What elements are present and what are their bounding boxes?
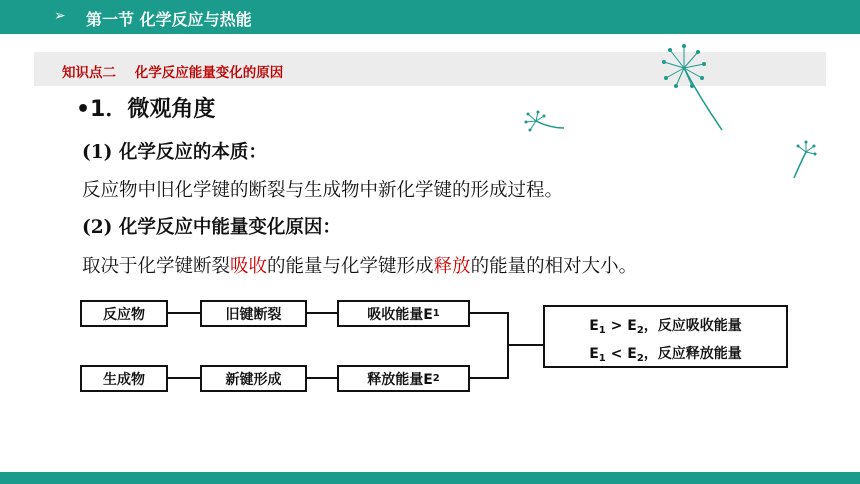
release-energy-label: 释放能量E <box>367 371 433 388</box>
result1-sub2: 2 <box>636 325 644 336</box>
result2-text: ，反应释放能量 <box>643 346 742 362</box>
result1-text: ，反应吸收能量 <box>643 318 742 334</box>
absorb-energy-subscript: 1 <box>432 308 440 319</box>
absorb-energy-label: 吸收能量E <box>367 306 433 323</box>
content-line-1: (1) 化学反应的本质： <box>82 142 267 163</box>
box-reactants: 反应物 <box>80 300 168 327</box>
result2-op: < E <box>605 346 637 362</box>
result2-sub1: 1 <box>598 353 606 364</box>
section-title: •1．微观角度 <box>76 97 216 122</box>
box-release-energy <box>337 365 470 392</box>
result-endothermic <box>545 315 786 336</box>
box-absorb-energy <box>337 300 470 327</box>
result1-op: > E <box>605 318 637 334</box>
dandelion-icon <box>522 108 572 136</box>
content-line-2: 反应物中旧化学键的断裂与生成物中新化学键的形成过程。 <box>82 180 564 201</box>
line4-highlight-release: 释放 <box>433 256 471 277</box>
box-products: 生成物 <box>80 365 168 392</box>
box-old-bond-breaking: 旧键断裂 <box>200 300 307 327</box>
dandelion-icon <box>640 38 740 133</box>
line4-text-1: 取决于化学键断裂 <box>82 256 231 277</box>
result-exothermic <box>545 343 786 364</box>
chevron-right-icon: ➢ <box>54 8 66 24</box>
content-line-3: (2) 化学反应中能量变化原因： <box>82 217 341 238</box>
result2-e: E <box>589 346 599 362</box>
knowledge-point-title: 知识点二 化学反应能量变化的原因 <box>62 65 284 81</box>
release-energy-subscript: 2 <box>432 373 440 384</box>
result-box <box>543 305 788 368</box>
footer-bar <box>0 472 860 484</box>
content-line-4 <box>82 252 637 278</box>
header-bar <box>0 0 860 34</box>
result1-sub1: 1 <box>598 325 606 336</box>
result2-sub2: 2 <box>636 353 644 364</box>
header-title: 第一节 化学反应与热能 <box>86 10 252 29</box>
line4-text-2: 的能量与化学键形成 <box>267 256 434 277</box>
line4-text-3: 的能量的相对大小。 <box>470 256 638 277</box>
result1-e: E <box>589 318 599 334</box>
box-new-bond-forming: 新键形成 <box>200 365 307 392</box>
line4-highlight-absorb: 吸收 <box>230 256 268 277</box>
dandelion-icon <box>788 140 818 182</box>
